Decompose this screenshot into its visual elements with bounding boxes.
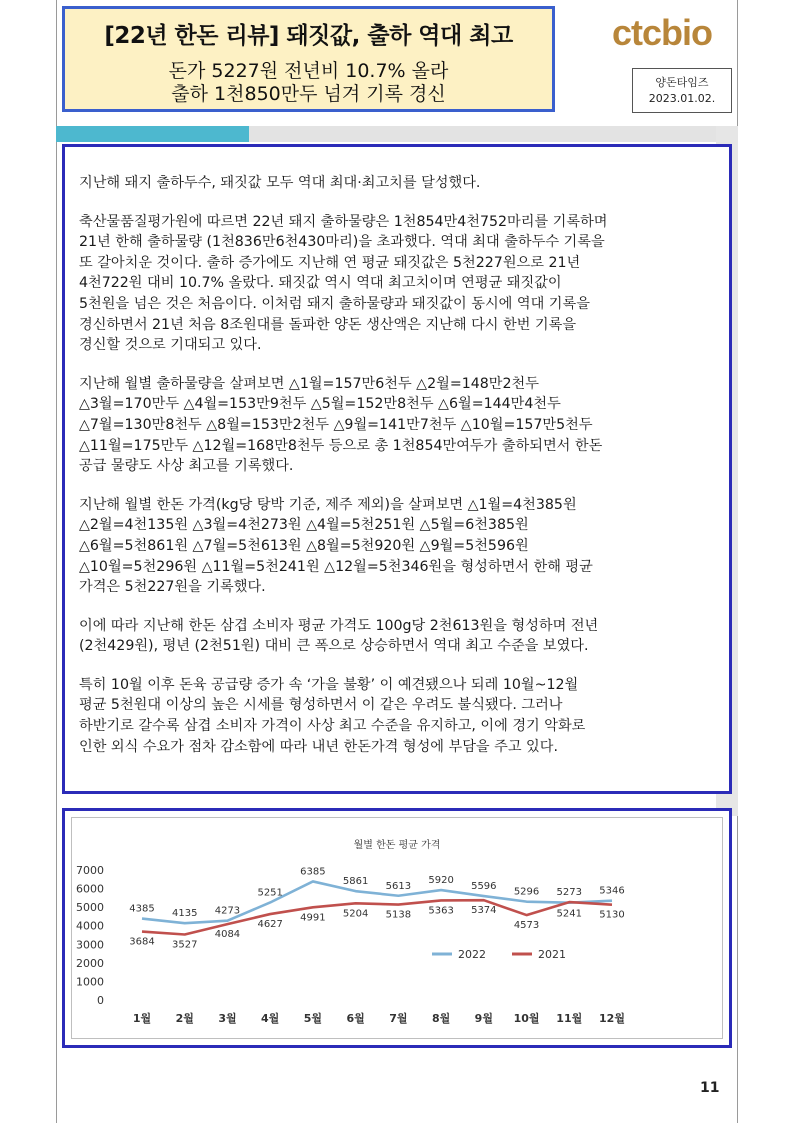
y-tick-label: 5000 — [76, 901, 104, 915]
price-line-chart — [72, 818, 722, 1038]
article-paragraph-2: 축산물품질평가원에 따르면 22년 돼지 출하물량은 1천854만4천752마리를 기록하며 21년 한해 출하물량 (1천836만6천430마리)을 초과했다. 역대 최대 출하두수 기록을 또 갈아치운 것이다. 출하 증가에도 지난해 연 평균 돼짓값은 5천227원으로 21년 4천722원 대비 10.7% 올랐다. 돼짓값 역시 역대 최고치이며 연평균 돼짓값이 5천원을 넘은 것은 처음이다. 이처럼 돼지 출하물량과 돼짓값이 동시에 역대 기록을 경신하면서 21년 처음 8조원대를 돌파한 양돈 생산액은 지난해 다시 한번 기록을 경신할 것으로 기대되고 있다. — [79, 213, 608, 354]
data-label-2021: 5374 — [471, 905, 497, 917]
data-label-2022: 5861 — [342, 876, 369, 888]
headline-box — [62, 6, 555, 112]
x-tick-label: 4월 — [261, 1012, 280, 1025]
y-tick-label: 3000 — [76, 938, 104, 952]
x-tick-label: 7월 — [389, 1012, 408, 1025]
data-label-2021: 3684 — [129, 936, 155, 948]
x-tick-label: 11월 — [556, 1012, 583, 1025]
x-tick-label: 12월 — [599, 1012, 625, 1025]
x-tick-label: 10월 — [513, 1012, 540, 1025]
company-logo: ctcbio — [612, 12, 713, 53]
data-label-2021: 5138 — [385, 909, 412, 921]
source-date: 2023.01.02. — [648, 92, 716, 105]
source-box — [632, 68, 732, 113]
data-label-2022: 5920 — [428, 875, 454, 887]
article-body — [62, 144, 732, 794]
data-label-2022: 5613 — [385, 880, 412, 892]
data-label-2022: 5241 — [556, 908, 582, 920]
data-label-2022: 5251 — [257, 887, 283, 899]
data-label-2022: 4385 — [129, 903, 155, 915]
y-tick-label: 2000 — [76, 956, 104, 970]
data-label-2021: 3527 — [172, 939, 198, 951]
chart-box — [62, 808, 732, 1048]
series-line-2022 — [142, 881, 612, 923]
article-paragraph-6: 특히 10월 이후 돈육 공급량 증가 속 ‘가을 불황’ 이 예견됐으나 되레 10월~12월 평균 5천원대 이상의 높은 시세를 형성하면서 이 같은 우려도 불식됐다. 그러나 하반기로 갈수록 삼겹 소비자 가격이 사상 최고 수준을 유지하고, 이에 경기 악화로 인한 외식 수요가 점차 감소함에 따라 내년 한돈가격 형성에 부담을 주고 있다. — [79, 676, 586, 755]
headline-title: [22년 한돈 리뷰] 돼짓값, 출하 역대 최고 — [104, 23, 513, 49]
x-tick-label: 2월 — [175, 1012, 194, 1025]
source-name: 양돈타임즈 — [655, 76, 709, 89]
x-tick-label: 5월 — [303, 1012, 323, 1025]
decor-band-teal — [56, 126, 249, 142]
data-label-2022: 5596 — [471, 881, 497, 893]
y-tick-label: 0 — [97, 994, 104, 1007]
article-paragraph-4: 지난해 월별 한돈 가격(kg당 탕박 기준, 제주 제외)을 살펴보면 △1월=4천385원 △2월=4천135원 △3월=4천273원 △4월=5천251원 △5월=6천385원 △6월=5천861원 △7월=5천613원 △8월=5천920원 △9월=5천596원 △10월=5천296원 △11월=5천241원 △12월=5천346원을 형성하면서 한해 평균 가격은 5천227원을 기록했다. — [79, 496, 593, 596]
article-paragraph-1: 지난해 돼지 출하두수, 돼짓값 모두 역대 최대·최고치를 달성했다. — [79, 175, 481, 191]
x-tick-label: 9월 — [474, 1012, 493, 1025]
data-label-2021: 5204 — [342, 908, 369, 920]
y-tick-label: 6000 — [76, 882, 104, 896]
data-label-2022: 4135 — [172, 908, 198, 920]
series-line-2021 — [142, 900, 612, 934]
article-paragraph-5: 이에 따라 지난해 한돈 삼겹 소비자 평균 가격도 100g당 2천613원을 형성하며 전년 (2천429원), 평년 (2천51원) 대비 큰 폭으로 상승하면서 역대 최고 수준을 보였다. — [79, 617, 599, 655]
y-tick-label: 4000 — [76, 919, 104, 933]
data-label-2022: 6385 — [300, 866, 326, 878]
data-label-2021: 5130 — [599, 909, 625, 921]
headline-subtitle-1: 돈가 5227원 전년비 10.7% 올라 — [168, 60, 449, 82]
decor-band-grey — [249, 126, 716, 142]
data-label-2021: 4627 — [257, 919, 283, 931]
data-label-2022: 4273 — [214, 905, 241, 917]
data-label-2022: 5346 — [599, 885, 625, 897]
legend-label-2022: 2022 — [458, 948, 486, 961]
data-label-2021: 5363 — [428, 905, 454, 917]
x-tick-label: 6월 — [346, 1012, 365, 1025]
data-label-2021: 5273 — [556, 887, 582, 899]
chart-title: 월별 한돈 평균 가격 — [353, 840, 441, 851]
article-paragraph-3: 지난해 월별 출하물량을 살펴보면 △1월=157만6천두 △2월=148만2천두 △3월=170만두 △4월=153만9천두 △5월=152만8천두 △6월=144만4천두 △7월=130만8천두 △8월=153만2천두 △9월=141만7천두 △10월=157만5천두 △11월=175만두 △12월=168만8천두 등으로 총 1천854만여두가 출하되면서 한돈 공급 물량도 사상 최고를 기록했다. — [79, 375, 603, 475]
y-tick-label: 1000 — [76, 975, 104, 989]
data-label-2021: 4573 — [513, 920, 540, 932]
chart-frame — [71, 817, 723, 1039]
data-label-2022: 5296 — [513, 886, 540, 898]
data-label-2021: 4991 — [300, 912, 326, 924]
headline-subtitle-2: 출하 1천850만두 넘겨 기록 경신 — [171, 83, 446, 105]
page-number: 11 — [700, 1080, 720, 1096]
x-tick-label: 8월 — [431, 1012, 451, 1025]
y-tick-label: 7000 — [76, 864, 104, 877]
legend-label-2021: 2021 — [538, 948, 566, 961]
x-tick-label: 3월 — [218, 1012, 237, 1025]
x-tick-label: 1월 — [132, 1012, 152, 1025]
data-label-2021: 4084 — [214, 929, 241, 941]
